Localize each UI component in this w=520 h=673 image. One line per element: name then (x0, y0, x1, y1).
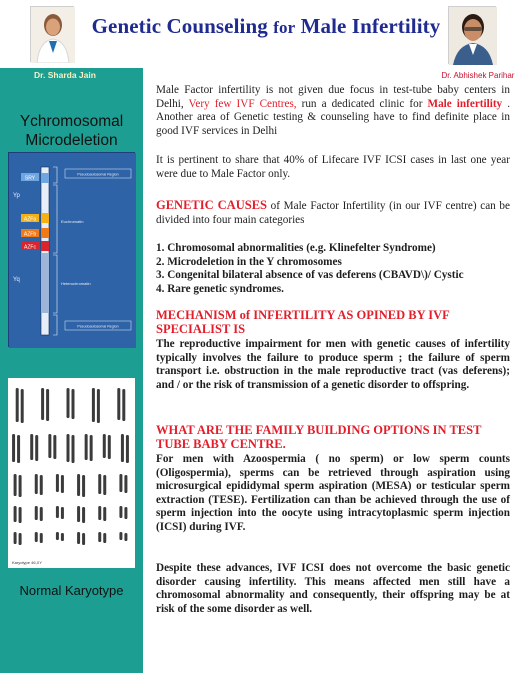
chromosome-shape (124, 533, 127, 541)
page-title: Genetic Counseling for Male Infertility (91, 14, 441, 38)
sidebar-heading-line1: Ychromosomal (19, 113, 124, 130)
chromosome-shape (119, 474, 122, 492)
chromosome-shape (90, 435, 93, 461)
chromosome-shape (35, 474, 38, 494)
normal-karyotype-caption: Normal Karyotype (19, 583, 124, 598)
chromosome-shape (108, 435, 111, 459)
karyotype-figure (8, 378, 135, 568)
label-par2: Pseudoautosomal Region (77, 324, 119, 329)
chromosome-shape (119, 532, 122, 540)
causes-list (156, 242, 510, 296)
chromosome-shape (103, 533, 106, 543)
chromosome-shape (122, 389, 125, 421)
doctor-photo-left (30, 6, 74, 62)
chromosome-shape (103, 434, 106, 458)
doctor-portrait-icon (449, 7, 497, 65)
stat-paragraph: It is pertinent to share that 40% of Lifecare IVF ICSI cases in last one year were due to Male Factor only. (156, 154, 510, 180)
chromosome-shape (85, 434, 88, 460)
chromosome-shape (56, 532, 59, 540)
options-heading: WHAT ARE THE FAMILY BUILDING OPTIONS IN TEST TUBE BABY CENTRE. (156, 423, 482, 451)
chromosome-shape (53, 435, 56, 459)
chromosome-shape (121, 434, 124, 462)
chromosome-shape (14, 532, 17, 544)
genetic-causes-paragraph: GENETIC CAUSES of Male Factor Infertility (in our IVF centre) can be divided into four main categories (156, 198, 510, 226)
chromosome-shape (30, 434, 33, 460)
doctor-portrait-icon (31, 7, 75, 63)
chromosome-shape (19, 533, 22, 545)
chromosome-shape (92, 388, 95, 422)
karyotype-image (8, 378, 135, 568)
chromosome-shape (35, 435, 38, 461)
chromosome-shape (72, 389, 75, 419)
chromosome-shape (41, 388, 44, 420)
chromosome-shape (67, 388, 70, 418)
chromosome-shape (77, 474, 80, 496)
list-item: 2. Microdeletion in the Y chromosomes (156, 255, 342, 268)
doctor-name-left: Dr. Sharda Jain (34, 70, 96, 80)
chromosome-shape (82, 507, 85, 523)
chromosome-shape (19, 475, 22, 497)
list-item: 3. Congenital bilateral absence of vas deferens (CBAVD\)/ Cystic (156, 269, 464, 282)
mechanism-heading: MECHANISM of INFERTILITY AS OPINED BY IVF SPECIALIST IS (156, 308, 450, 336)
chromosome-shape (61, 475, 64, 493)
label-heterochromatin: Heterochromatin (61, 281, 91, 286)
label-azfb: AZFb (23, 231, 37, 238)
chromosome-shape (98, 506, 101, 520)
list-item: 1. Chromosomal abnormalities (e.g. Klinefelter Syndrome) (156, 242, 436, 254)
karyotype-caption: Karyotype 46,XY (12, 560, 43, 565)
chromosome-shape (40, 507, 43, 521)
chromosome-shape (82, 475, 85, 497)
label-azfc: AZFc (24, 244, 36, 251)
chromosome-shape (35, 532, 38, 542)
chromosome-shape (98, 474, 101, 494)
chromosome-shape (61, 533, 64, 541)
chromosome-shape (67, 434, 70, 462)
doctor-photo-right (448, 6, 496, 64)
chromosome-shape (117, 388, 120, 420)
chromosome-shape (103, 475, 106, 495)
chromosome-shape (119, 506, 122, 518)
list-item: 4. Rare genetic syndromes. (156, 282, 284, 295)
chromosome-shape (14, 506, 17, 522)
chromosome-shape (35, 506, 38, 520)
chromosome-shape (14, 474, 17, 496)
closing-paragraph: Despite these advances, IVF ICSI does not overcome the basic genetic disorder causing infertility. This means affected men still have a chromosomal abnormality and consequently, their offspring may be at risk of the some disorder as well. (156, 562, 510, 615)
chromosome-shape (12, 434, 15, 462)
label-yp: Yp (13, 193, 20, 199)
chromosome-shape (77, 506, 80, 522)
chromosome-shape (124, 507, 127, 519)
chromosome-shape (126, 435, 129, 463)
label-yq: Yq (13, 277, 20, 283)
mechanism-paragraph: The reproductive impairment for men with genetic causes of infertility typically involves the failure to produce sperm ; the failure of sperm transport i.e. obstruction in the male reproductive tract (vas deferens); and / or the risk of transmission of a genetic disorder to offspring. (156, 338, 510, 391)
chromosome-shape (21, 389, 24, 423)
chromosome-shape (46, 389, 49, 421)
chromosome-shape (61, 507, 64, 519)
sidebar-heading (0, 112, 143, 150)
label-sry: SRY (24, 175, 36, 182)
chromosome-shape (103, 507, 106, 521)
chromosome-shape (124, 475, 127, 493)
chromosome-shape (72, 435, 75, 463)
y-chromosome-diagram (8, 152, 135, 347)
chromosome-shape (16, 388, 19, 422)
chromosome-shape (97, 389, 100, 423)
chromosome-shape (17, 435, 20, 463)
chromosome-shape (56, 474, 59, 492)
chromosome-shape (40, 475, 43, 495)
label-euchromatin: Euchromatin (61, 219, 84, 224)
chromosome-shape (40, 533, 43, 543)
chromosome-shape (77, 532, 80, 544)
chromosome-shape (98, 532, 101, 542)
doctor-name-right: Dr. Abhishek Parihar (441, 71, 515, 80)
y-chromosome-figure (9, 153, 136, 348)
label-par1: Pseudoautosomal Region (77, 172, 119, 177)
intro-paragraph: Male Factor infertility is not given due focus in test-tube baby centers in Delhi, Very few IVF Centres, run a dedicated clinic for Male infertility . Another area of Genetic testing & counseling have to find definite place in good IVF services in Delhi (156, 84, 511, 137)
chromosome-shape (56, 506, 59, 518)
options-paragraph: For men with Azoospermia ( no sperm) or low sperm counts (Oligospermia), sperms can be retrieved through aspiration using microsurgical epididymal sperm aspiration (MESA) or testicular sperm extraction (TESE). Fertilization can than be achieved through the use of sperm injection into the oocyte using intracytoplasmic sperm injection (ICSI) during IVF. (156, 453, 510, 533)
sidebar-heading-line2: Microdeletion (25, 132, 118, 149)
label-azfa: AZFa (23, 216, 37, 223)
chromosome-shape (19, 507, 22, 523)
chromosome-shape (82, 533, 85, 545)
chromosome-shape (48, 434, 51, 458)
